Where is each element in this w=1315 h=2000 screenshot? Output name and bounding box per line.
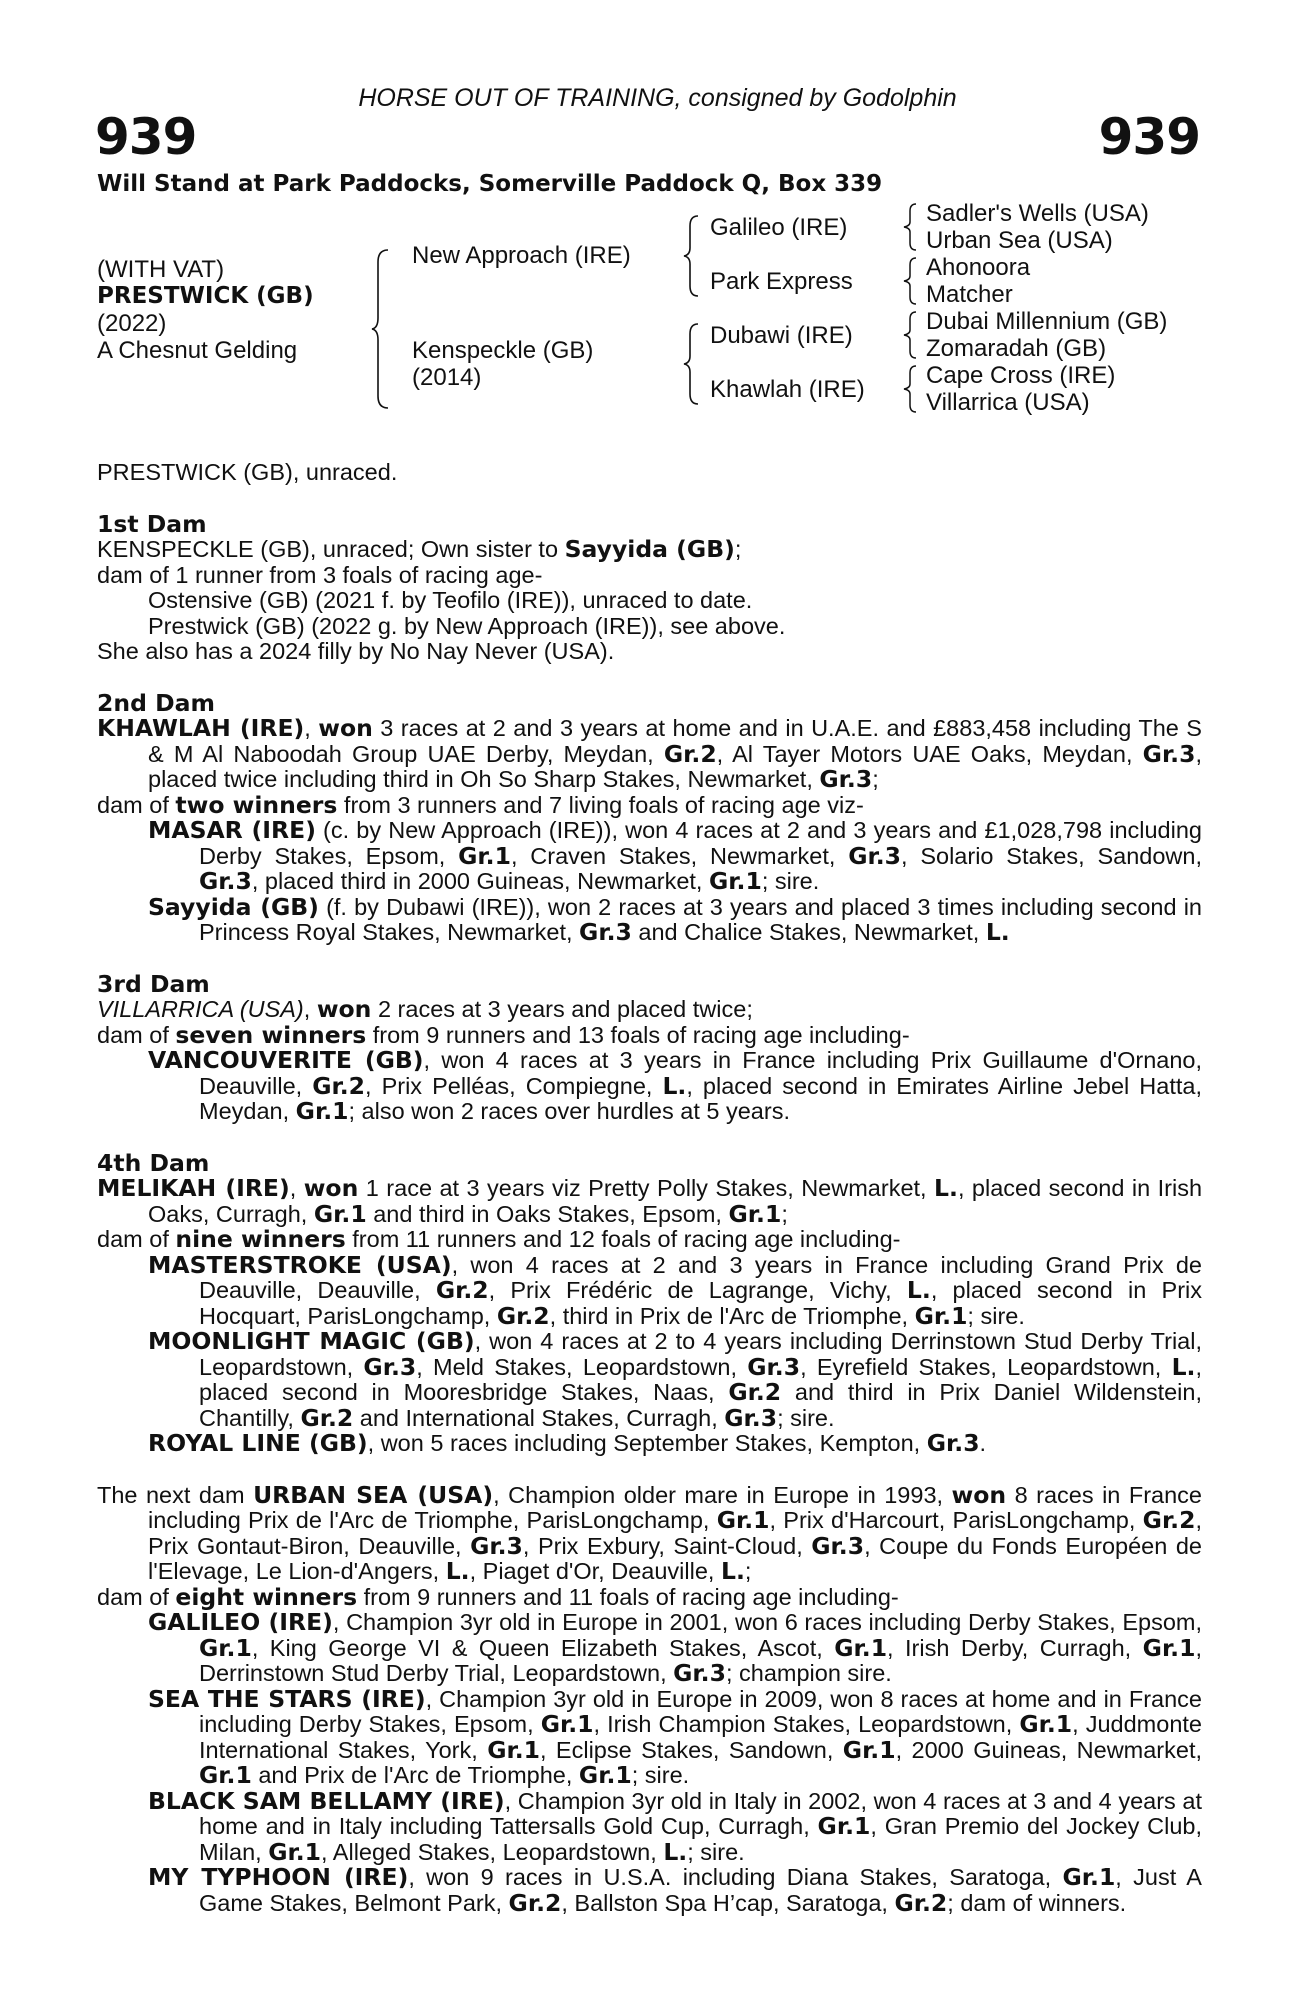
record-text: , Meld Stakes, Leopardstown, bbox=[416, 1353, 748, 1380]
produce-black-sam-bellamy bbox=[97, 1786, 1202, 1866]
produce-sea-the-stars bbox=[97, 1684, 1203, 1789]
catalogue-body bbox=[97, 460, 1202, 1916]
sire-dam: Park Express bbox=[710, 268, 853, 295]
grade-label: Gr.1 bbox=[295, 1097, 349, 1125]
second-dam-produce bbox=[97, 790, 1202, 819]
record-text: , Champion 3yr old in Italy in 2002, won 4 races at 3 and 4 years at home and in Italy including Tattersalls Gold Cup, Curragh, bbox=[199, 1787, 1202, 1839]
record-text: 1 race at 3 years viz Pretty Polly Stakes, Newmarket, bbox=[358, 1175, 935, 1201]
grade-label: Gr.3 bbox=[819, 765, 873, 793]
grade-label: Gr.1 bbox=[728, 1199, 782, 1228]
horse-name-bold: MY TYPHOON (IRE) bbox=[148, 1863, 409, 1891]
grade-label: Gr.3 bbox=[579, 918, 632, 946]
ggsire-4: Cape Cross (IRE) bbox=[926, 362, 1116, 389]
consignor-line: HORSE OUT OF TRAINING, consigned by Godolphin bbox=[358, 84, 957, 112]
horse-description: A Chesnut Gelding bbox=[97, 337, 298, 364]
first-dam-text: KENSPECKLE (GB), unraced; Own sister to bbox=[97, 536, 565, 562]
horse-name-bold: ROYAL LINE (GB) bbox=[148, 1429, 368, 1457]
record-text: , Champion older mare in Europe in 1993, bbox=[493, 1481, 952, 1508]
grade-label: Gr.1 bbox=[1062, 1863, 1116, 1891]
record-text: , Ballston Spa H’cap, Saratoga, bbox=[561, 1889, 895, 1916]
grade-label: Gr.2 bbox=[1142, 1506, 1196, 1534]
grade-label: L. bbox=[662, 1071, 687, 1100]
third-dam-heading: 3rd Dam bbox=[97, 969, 210, 998]
record-text: and Chalice Stakes, Newmarket, bbox=[631, 919, 986, 945]
third-dam-record bbox=[97, 997, 1202, 1023]
grade-label: Gr.3 bbox=[199, 867, 252, 895]
record-text: , Champion 3yr old in Europe in 2009, won 8 races at home and in France including Derby Stakes, Epsom, bbox=[199, 1685, 1203, 1737]
pedigree-brace-g3 bbox=[902, 310, 920, 360]
record-text: dam of bbox=[97, 1021, 176, 1048]
record-text: , Juddmonte International Stakes, York, bbox=[199, 1711, 1202, 1763]
record-text: , Alleged Stakes, Leopardstown, bbox=[321, 1838, 664, 1865]
won-label: won bbox=[318, 714, 373, 742]
stable-location: Will Stand at Park Paddocks, Somerville Paddock Q, Box 339 bbox=[97, 171, 883, 197]
grade-label: L. bbox=[934, 1174, 958, 1202]
winners-count: eight winners bbox=[175, 1582, 358, 1611]
produce-masar bbox=[97, 818, 1202, 895]
record-text: (c. by New Approach (IRE)), won 4 races at 2 and 3 years and £1,028,798 including Derby Stakes, Epsom, bbox=[199, 817, 1202, 869]
next-dam-record bbox=[97, 1480, 1202, 1585]
record-text: ; sire. bbox=[777, 1404, 835, 1431]
grade-label: L. bbox=[720, 1557, 745, 1585]
grade-label: Gr.2 bbox=[894, 1888, 948, 1917]
horse-name-bold: MOONLIGHT MAGIC (GB) bbox=[148, 1327, 475, 1355]
grade-label: Gr.1 bbox=[914, 1301, 968, 1330]
record-text: , Prix Frédéric de Lagrange, Vichy, bbox=[488, 1277, 907, 1303]
record-text: , Irish Derby, Curragh, bbox=[887, 1634, 1143, 1661]
record-text: , placed second in Emirates Airline Jebel Hatta, Meydan, bbox=[199, 1072, 1202, 1124]
villarrica-name: VILLARRICA (USA) bbox=[97, 996, 304, 1022]
grade-label: Gr.3 bbox=[724, 1403, 778, 1432]
vat-note: (WITH VAT) bbox=[97, 256, 225, 283]
record-text: ; sire. bbox=[967, 1302, 1025, 1329]
record-text: ; bbox=[781, 1200, 788, 1227]
ggdam-2: Matcher bbox=[926, 281, 1013, 308]
ggsire-2: Ahonoora bbox=[926, 254, 1031, 281]
lot-number-right: 939 bbox=[1098, 108, 1200, 166]
record-text: , Craven Stakes, Newmarket, bbox=[510, 842, 849, 869]
record-text: , bbox=[289, 1175, 304, 1201]
winners-count: nine winners bbox=[175, 1225, 346, 1253]
grade-label: Gr.3 bbox=[363, 1352, 417, 1381]
grade-label: Gr.1 bbox=[487, 1735, 540, 1764]
produce-masterstroke bbox=[97, 1250, 1202, 1330]
won-label: won bbox=[316, 995, 372, 1023]
produce-prestwick: Prestwick (GB) (2022 g. by New Approach (IRE)), see above. bbox=[148, 612, 786, 639]
record-text: , Coupe du Fonds Européen de l'Elevage, Le Lion-d'Angers, bbox=[148, 1532, 1202, 1584]
record-text: , won 9 races in U.S.A. including Diana Stakes, Saratoga, bbox=[408, 1864, 1063, 1890]
record-text: , Irish Champion Stakes, Leopardstown, bbox=[593, 1711, 1020, 1737]
horse-year: (2022) bbox=[97, 310, 167, 337]
grade-label: Gr.1 bbox=[268, 1837, 322, 1866]
produce-ostensive: Ostensive (GB) (2021 f. by Teofilo (IRE)), unraced to date. bbox=[148, 587, 753, 613]
record-text: dam of bbox=[97, 791, 176, 818]
grade-label: L. bbox=[445, 1557, 470, 1585]
winners-count: seven winners bbox=[175, 1020, 367, 1049]
record-text: , Prix Gontaut-Biron, Deauville, bbox=[148, 1507, 1202, 1559]
pedigree-brace-g1 bbox=[902, 202, 920, 252]
record-text: , Prix Pelléas, Compiegne, bbox=[365, 1072, 663, 1099]
record-text: , Derrinstown Stud Derby Trial, Leopardstown, bbox=[199, 1634, 1202, 1686]
grade-label: L. bbox=[663, 1837, 688, 1866]
khawlah-name: KHAWLAH (IRE) bbox=[97, 714, 305, 742]
record-text: , Eclipse Stakes, Sandown, bbox=[540, 1736, 843, 1763]
grade-label: Gr.3 bbox=[811, 1531, 865, 1560]
record-text: , placed second in Irish Oaks, Curragh, bbox=[148, 1175, 1203, 1227]
grade-label: Gr.2 bbox=[728, 1378, 782, 1406]
grade-label: Gr.1 bbox=[540, 1710, 594, 1738]
pedigree-brace-sire bbox=[682, 214, 702, 298]
grade-label: Gr.2 bbox=[312, 1071, 366, 1100]
grade-label: Gr.1 bbox=[709, 867, 762, 895]
produce-moonlight-magic bbox=[97, 1329, 1202, 1431]
grade-label: Gr.3 bbox=[848, 841, 901, 870]
grade-label: Gr.3 bbox=[470, 1531, 523, 1560]
third-dam-produce bbox=[97, 1020, 1202, 1049]
fourth-dam-produce bbox=[97, 1227, 1202, 1253]
sire-name: New Approach (IRE) bbox=[412, 242, 631, 269]
ggsire-3: Dubai Millennium (GB) bbox=[926, 308, 1168, 335]
first-dam-filly-note: She also has a 2024 filly by No Nay Never (USA). bbox=[97, 638, 615, 664]
record-text: dam of bbox=[97, 1226, 176, 1252]
record-text: , placed second in Prix Hocquart, ParisLongchamp, bbox=[199, 1277, 1202, 1329]
ggdam-3: Zomaradah (GB) bbox=[926, 335, 1107, 362]
record-text: 3 races at 2 and 3 years at home and in U.A.E. and £883,458 including The S & M Al Naboodah Group UAE Derby, Meydan, bbox=[148, 715, 1202, 767]
record-text: , Piaget d'Or, Deauville, bbox=[469, 1558, 721, 1584]
record-text: ; sire. bbox=[631, 1762, 690, 1788]
record-text: 8 races in France including Prix de l'Arc de Triomphe, ParisLongchamp, bbox=[148, 1481, 1202, 1533]
record-text: ; sire. bbox=[761, 868, 820, 894]
record-text: , Solario Stakes, Sandown, bbox=[901, 842, 1202, 869]
grade-label: Gr.3 bbox=[926, 1429, 980, 1457]
first-dam-punct: ; bbox=[734, 536, 742, 562]
record-text: and International Stakes, Curragh, bbox=[353, 1404, 725, 1431]
record-text: , King George VI & Queen Elizabeth Stakes, Ascot, bbox=[251, 1634, 835, 1661]
record-text: , Gran Premio del Jockey Club, Milan, bbox=[199, 1813, 1202, 1865]
record-text: and third in Prix Daniel Wildenstein, Chantilly, bbox=[199, 1379, 1202, 1431]
won-label: won bbox=[303, 1174, 359, 1202]
record-text: , 2000 Guineas, Newmarket, bbox=[895, 1736, 1203, 1763]
ggsire-1: Sadler's Wells (USA) bbox=[926, 200, 1149, 227]
horse-name-bold: SEA THE STARS (IRE) bbox=[148, 1684, 426, 1713]
produce-sayyida bbox=[97, 892, 1203, 946]
sayyida-ref: Sayyida (GB) bbox=[564, 535, 735, 563]
pedigree-brace-dam bbox=[682, 322, 702, 406]
record-text: and third in Oaks Stakes, Epsom, bbox=[366, 1200, 729, 1227]
grade-label: L. bbox=[906, 1276, 931, 1304]
grade-label: Gr.2 bbox=[663, 739, 717, 768]
first-dam-line bbox=[97, 537, 1202, 563]
record-text: , third in Prix de l'Arc de Triomphe, bbox=[549, 1302, 915, 1329]
pedigree-brace-g2 bbox=[902, 256, 920, 306]
record-text: from 9 runners and 11 foals of racing age including- bbox=[357, 1583, 899, 1610]
record-text: ; bbox=[872, 766, 879, 792]
grade-label: Gr.2 bbox=[300, 1403, 354, 1432]
dam-dam: Khawlah (IRE) bbox=[710, 376, 865, 403]
grade-label: Gr.2 bbox=[435, 1276, 489, 1304]
grade-label: Gr.1 bbox=[578, 1761, 632, 1789]
record-text: ; champion sire. bbox=[725, 1660, 892, 1686]
summary-line: PRESTWICK (GB), unraced. bbox=[97, 459, 398, 485]
record-text: , placed second in Mooresbridge Stakes, Naas, bbox=[199, 1353, 1202, 1405]
pedigree-brace-main bbox=[370, 248, 392, 410]
record-text: (f. by Dubawi (IRE)), won 2 races at 3 years and placed 3 times including second in Princess Royal Stakes, Newmarket, bbox=[199, 893, 1203, 945]
melikah-name: MELIKAH (IRE) bbox=[97, 1174, 290, 1202]
record-text: , Prix Exbury, Saint-Cloud, bbox=[522, 1532, 812, 1559]
record-text: , placed third in 2000 Guineas, Newmarket, bbox=[251, 868, 709, 894]
grade-label: Gr.2 bbox=[496, 1301, 550, 1330]
grade-label: Gr.1 bbox=[313, 1199, 367, 1228]
horse-name-bold: MASAR (IRE) bbox=[148, 816, 316, 844]
grade-label: Gr.3 bbox=[1142, 739, 1196, 768]
grade-label: Gr.1 bbox=[199, 1633, 252, 1662]
produce-royal-line bbox=[97, 1431, 1202, 1457]
first-dam-produce: dam of 1 runner from 3 foals of racing age- bbox=[97, 561, 543, 588]
horse-name-bold: MASTERSTROKE (USA) bbox=[148, 1250, 452, 1279]
fourth-dam-record bbox=[97, 1176, 1202, 1227]
record-text: , placed twice including third in Oh So Sharp Stakes, Newmarket, bbox=[148, 740, 1202, 792]
pedigree-brace-g4 bbox=[902, 364, 920, 414]
record-text: The next dam bbox=[97, 1481, 254, 1508]
grade-label: Gr.3 bbox=[673, 1659, 726, 1687]
record-text: ; also won 2 races over hurdles at 5 years. bbox=[348, 1098, 790, 1124]
ggdam-1: Urban Sea (USA) bbox=[926, 227, 1113, 254]
grade-label: L. bbox=[1171, 1352, 1196, 1381]
record-text: . bbox=[979, 1430, 987, 1456]
horse-name-bold: BLACK SAM BELLAMY (IRE) bbox=[148, 1786, 505, 1815]
grade-label: Gr.1 bbox=[716, 1506, 770, 1534]
record-text: ; bbox=[744, 1558, 752, 1584]
record-text: , Champion 3yr old in Europe in 2001, won 6 races including Derby Stakes, Epsom, bbox=[332, 1609, 1202, 1635]
record-text: from 11 runners and 12 foals of racing age including- bbox=[345, 1226, 901, 1252]
grade-label: Gr.3 bbox=[747, 1352, 801, 1381]
record-text: , won 5 races including September Stakes, Kempton, bbox=[367, 1430, 927, 1456]
winners-count: two winners bbox=[175, 790, 338, 819]
first-dam-heading: 1st Dam bbox=[97, 509, 207, 538]
urban-sea-name: URBAN SEA (USA) bbox=[253, 1480, 494, 1509]
produce-galileo bbox=[97, 1610, 1202, 1687]
grade-label: Gr.1 bbox=[817, 1812, 871, 1840]
record-text: , Just A Game Stakes, Belmont Park, bbox=[199, 1864, 1202, 1916]
record-text: , Eyrefield Stakes, Leopardstown, bbox=[800, 1353, 1172, 1380]
record-text: from 3 runners and 7 living foals of racing age viz- bbox=[337, 791, 864, 818]
ggdam-4: Villarrica (USA) bbox=[926, 389, 1090, 416]
fourth-dam-heading: 4th Dam bbox=[97, 1148, 210, 1177]
won-label: won bbox=[951, 1480, 1007, 1509]
grade-label: Gr.2 bbox=[508, 1888, 562, 1917]
grade-label: L. bbox=[985, 918, 1010, 946]
record-text: , Al Tayer Motors UAE Oaks, Meydan, bbox=[716, 740, 1143, 767]
next-dam-produce bbox=[97, 1582, 1202, 1611]
sire-sire: Galileo (IRE) bbox=[710, 214, 848, 241]
horse-name-bold: GALILEO (IRE) bbox=[148, 1608, 333, 1636]
horse-name-bold: VANCOUVERITE (GB) bbox=[148, 1046, 424, 1074]
produce-vancouverite bbox=[97, 1048, 1202, 1125]
record-text: ; dam of winners. bbox=[947, 1889, 1127, 1916]
record-text: 2 races at 3 years and placed twice; bbox=[371, 996, 753, 1022]
produce-my-typhoon bbox=[97, 1865, 1202, 1916]
grade-label: Gr.1 bbox=[842, 1735, 896, 1764]
record-text: , Prix d'Harcourt, ParisLongchamp, bbox=[769, 1507, 1143, 1533]
record-text: ; sire. bbox=[687, 1838, 745, 1865]
record-text: and Prix de l'Arc de Triomphe, bbox=[251, 1762, 579, 1788]
dam-name: Kenspeckle (GB) bbox=[412, 337, 594, 364]
dam-sire: Dubawi (IRE) bbox=[710, 322, 853, 349]
record-text: , won 4 races at 2 and 3 years in France including Grand Prix de Deauville, Deauville, bbox=[199, 1251, 1202, 1303]
grade-label: Gr.1 bbox=[458, 841, 511, 870]
horse-name: PRESTWICK (GB) bbox=[97, 283, 314, 309]
record-text: , bbox=[303, 996, 317, 1022]
second-dam-record: KHAWLAH (IRE), won 3 races at 2 and 3 years at home and in U.A.E. and £883,458 including The S & M Al Naboodah Group UAE Derby, Meydan, Gr.2, Al Tayer Motors UAE Oaks, Meydan, Gr.3, placed twice including third in Oh So Sharp Stakes, Newmarket, Gr.3; bbox=[97, 714, 1202, 793]
grade-label: Gr.1 bbox=[834, 1633, 888, 1662]
dam-year: (2014) bbox=[412, 364, 482, 391]
grade-label: Gr.1 bbox=[1142, 1633, 1196, 1662]
record-text: , won 4 races at 3 years in France including Prix Guillaume d'Ornano, Deauville, bbox=[199, 1047, 1202, 1099]
grade-label: Gr.1 bbox=[1019, 1710, 1073, 1738]
second-dam-heading: 2nd Dam bbox=[97, 688, 215, 717]
horse-name-bold: Sayyida (GB) bbox=[148, 892, 319, 921]
record-text: from 9 runners and 13 foals of racing age including- bbox=[366, 1021, 910, 1048]
lot-number-left: 939 bbox=[95, 108, 197, 166]
grade-label: Gr.1 bbox=[199, 1761, 252, 1789]
record-text: , won 4 races at 2 to 4 years including Derrinstown Stud Derby Trial, Leopardstown, bbox=[199, 1328, 1203, 1380]
record-text: dam of bbox=[97, 1583, 176, 1610]
